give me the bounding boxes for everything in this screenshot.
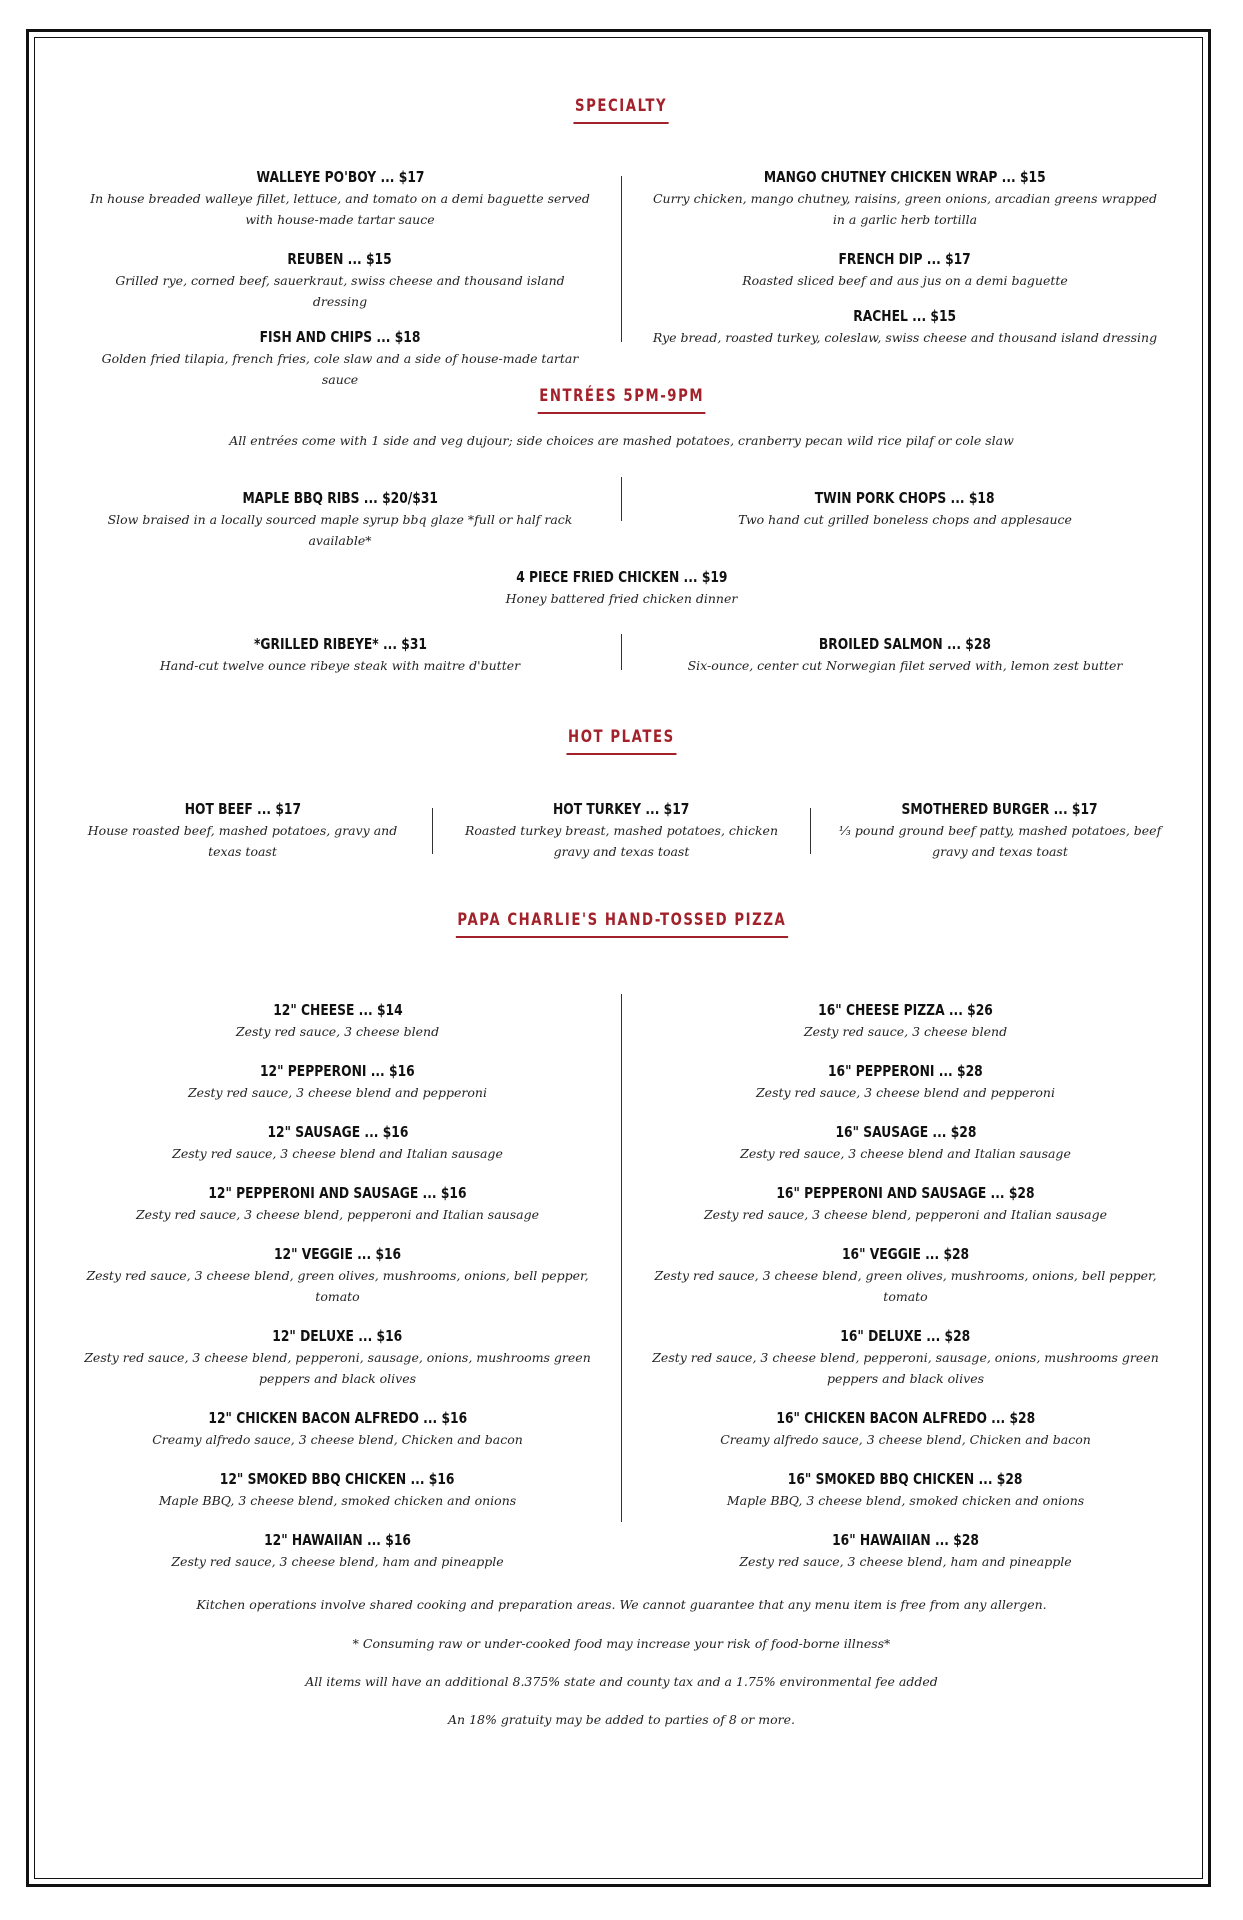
entree-ribs: [90, 487, 590, 569]
menu-item: [648, 1529, 1163, 1572]
menu-item: [80, 1407, 595, 1450]
menu-item: [645, 305, 1165, 348]
item-title: 16" HAWAIIAN ... $28: [832, 1531, 979, 1549]
item-title: HOT TURKEY ... $17: [553, 800, 690, 818]
menu-item: [648, 1407, 1163, 1450]
item-description: ⅓ pound ground beef patty, mashed potatoes, beef gravy and texas toast: [838, 823, 1162, 859]
item-title: 16" PEPPERONI ... $28: [828, 1062, 983, 1080]
menu-item: [80, 1182, 595, 1225]
item-description: Zesty red sauce, 3 cheese blend and Italian sausage: [172, 1146, 503, 1161]
item-description: Zesty red sauce, 3 cheese blend and pepperoni: [188, 1085, 487, 1100]
hot-plate-burger: [835, 798, 1165, 880]
menu-item: [90, 248, 590, 312]
specialty-right-column: [645, 166, 1165, 366]
item-title: 12" CHEESE ... $14: [272, 1001, 403, 1019]
menu-item: [459, 798, 784, 862]
item-title: 12" VEGGIE ... $16: [273, 1245, 402, 1263]
menu-item: [0, 566, 1243, 609]
item-title: 16" SMOKED BBQ CHICKEN ... $28: [788, 1470, 1023, 1488]
raw-food-notice: * Consuming raw or under-cooked food may increase your risk of food-borne illness*: [352, 1636, 891, 1651]
item-title: WALLEYE PO'BOY ... $17: [256, 168, 424, 186]
entree-chops: [645, 487, 1165, 548]
menu-item: [90, 326, 590, 390]
menu-item: [80, 1121, 595, 1164]
item-description: Slow braised in a locally sourced maple syrup bbq glaze *full or half rack available*: [107, 512, 573, 548]
item-description: Zesty red sauce, 3 cheese blend, pepperoni and Italian sausage: [136, 1207, 539, 1222]
item-title: 12" DELUXE ... $16: [272, 1327, 403, 1345]
item-description: Roasted turkey breast, mashed potatoes, chicken gravy and texas toast: [465, 823, 778, 859]
item-title: 16" SAUSAGE ... $28: [835, 1123, 976, 1141]
tax-notice: All items will have an additional 8.375% state and county tax and a 1.75% environmental fee added: [305, 1674, 938, 1689]
item-title: 12" CHICKEN BACON ALFREDO ... $16: [208, 1409, 467, 1427]
item-title: RACHEL ... $15: [853, 307, 957, 325]
item-description: Zesty red sauce, 3 cheese blend, pepperoni, sausage, onions, mushrooms green peppers and black olives: [84, 1350, 591, 1386]
pizza-12-column: [80, 999, 595, 1590]
menu-item: [648, 1325, 1163, 1389]
menu-item: [90, 487, 590, 551]
menu-item: [648, 1468, 1163, 1511]
item-description: Zesty red sauce, 3 cheese blend: [803, 1024, 1008, 1039]
item-description: Zesty red sauce, 3 cheese blend, green olives, mushrooms, onions, bell pepper, tomato: [86, 1268, 589, 1304]
item-title: FISH AND CHIPS ... $18: [259, 328, 421, 346]
menu-item: [80, 1529, 595, 1572]
item-description: Zesty red sauce, 3 cheese blend and pepperoni: [756, 1085, 1055, 1100]
menu-item: [80, 1060, 595, 1103]
section-heading-entrees: ENTRÉES 5PM-9PM: [0, 386, 1243, 414]
menu-item: [80, 1243, 595, 1307]
hot-plate-turkey: [459, 798, 784, 880]
column-divider: [621, 634, 622, 670]
item-title: 12" PEPPERONI ... $16: [260, 1062, 415, 1080]
menu-item: [645, 248, 1165, 291]
item-title: MAPLE BBQ RIBS ... $20/$31: [242, 489, 438, 507]
column-divider: [810, 808, 811, 854]
item-description: Maple BBQ, 3 cheese blend, smoked chicken and onions: [726, 1493, 1085, 1508]
item-title: 16" VEGGIE ... $28: [841, 1245, 970, 1263]
item-description: Curry chicken, mango chutney, raisins, green onions, arcadian greens wrapped in a garlic herb tortilla: [652, 191, 1158, 227]
menu-item: [648, 999, 1163, 1042]
item-description: Zesty red sauce, 3 cheese blend, pepperoni, sausage, onions, mushrooms green peppers and black olives: [652, 1350, 1159, 1386]
item-title: FRENCH DIP ... $17: [838, 250, 972, 268]
item-description: Maple BBQ, 3 cheese blend, smoked chicken and onions: [158, 1493, 517, 1508]
item-description: Zesty red sauce, 3 cheese blend, pepperoni and Italian sausage: [704, 1207, 1107, 1222]
section-heading-pizza: PAPA CHARLIE'S HAND-TOSSED PIZZA: [0, 910, 1243, 938]
item-title: 4 PIECE FRIED CHICKEN ... $19: [515, 568, 728, 586]
item-description: Zesty red sauce, 3 cheese blend, green olives, mushrooms, onions, bell pepper, tomato: [654, 1268, 1157, 1304]
item-title: 12" SMOKED BBQ CHICKEN ... $16: [220, 1470, 455, 1488]
item-title: HOT BEEF ... $17: [184, 800, 301, 818]
section-heading-specialty: SPECIALTY: [0, 96, 1243, 124]
item-title: TWIN PORK CHOPS ... $18: [815, 489, 995, 507]
item-description: In house breaded walleye fillet, lettuce, and tomato on a demi baguette served with house-made tartar sauce: [90, 191, 590, 227]
gratuity-notice: An 18% gratuity may be added to parties of 8 or more.: [448, 1712, 795, 1727]
column-divider: [621, 176, 622, 342]
specialty-left-column: [90, 166, 590, 408]
menu-item: [645, 633, 1165, 676]
item-description: Creamy alfredo sauce, 3 cheese blend, Chicken and bacon: [152, 1432, 523, 1447]
item-title: BROILED SALMON ... $28: [818, 635, 992, 653]
item-title: SMOTHERED BURGER ... $17: [901, 800, 1099, 818]
item-description: Golden fried tilapia, french fries, cole slaw and a side of house-made tartar sauce: [101, 351, 579, 387]
item-description: Honey battered fried chicken dinner: [505, 591, 738, 606]
menu-item: [80, 798, 405, 862]
entrees-note: All entrées come with 1 side and veg dujour; side choices are mashed potatoes, cranberry pecan wild rice pilaf or cole slaw: [229, 433, 1014, 448]
column-divider: [621, 477, 622, 521]
section-heading-hot-plates: HOT PLATES: [0, 727, 1243, 755]
item-title: MANGO CHUTNEY CHICKEN WRAP ... $15: [764, 168, 1046, 186]
item-description: Zesty red sauce, 3 cheese blend, ham and pineapple: [171, 1554, 504, 1569]
menu-item: [90, 166, 590, 230]
menu-item: [80, 1325, 595, 1389]
menu-item: [645, 166, 1165, 230]
item-description: Grilled rye, corned beef, sauerkraut, swiss cheese and thousand island dressing: [115, 273, 565, 309]
item-title: *GRILLED RIBEYE* ... $31: [253, 635, 427, 653]
menu-item: [648, 1060, 1163, 1103]
item-description: Zesty red sauce, 3 cheese blend and Italian sausage: [740, 1146, 1071, 1161]
menu-item: [835, 798, 1165, 862]
item-description: Zesty red sauce, 3 cheese blend: [235, 1024, 440, 1039]
column-divider: [432, 808, 433, 854]
item-title: 12" HAWAIIAN ... $16: [264, 1531, 411, 1549]
entree-salmon: [645, 633, 1165, 694]
item-description: Rye bread, roasted turkey, coleslaw, swiss cheese and thousand island dressing: [652, 330, 1158, 345]
menu-item: [645, 487, 1165, 530]
menu-item: [80, 1468, 595, 1511]
entree-fried-chicken: [0, 566, 1243, 627]
item-description: Two hand cut grilled boneless chops and applesauce: [738, 512, 1072, 527]
item-title: 12" SAUSAGE ... $16: [267, 1123, 408, 1141]
item-title: 16" DELUXE ... $28: [840, 1327, 971, 1345]
pizza-16-column: [648, 999, 1163, 1590]
item-title: 16" CHICKEN BACON ALFREDO ... $28: [776, 1409, 1035, 1427]
menu-item: [648, 1243, 1163, 1307]
item-title: 12" PEPPERONI AND SAUSAGE ... $16: [208, 1184, 467, 1202]
item-title: 16" CHEESE PIZZA ... $26: [818, 1001, 993, 1019]
item-description: House roasted beef, mashed potatoes, gravy and texas toast: [87, 823, 398, 859]
menu-item: [648, 1121, 1163, 1164]
hot-plate-beef: [80, 798, 405, 880]
menu-item: [648, 1182, 1163, 1225]
item-description: Six-ounce, center cut Norwegian filet served with, lemon zest butter: [687, 658, 1123, 673]
item-description: Zesty red sauce, 3 cheese blend, ham and pineapple: [739, 1554, 1072, 1569]
column-divider: [621, 994, 622, 1522]
allergen-notice: Kitchen operations involve shared cooking and preparation areas. We cannot guarantee that any menu item is free from any allergen.: [196, 1597, 1047, 1612]
item-description: Creamy alfredo sauce, 3 cheese blend, Chicken and bacon: [720, 1432, 1091, 1447]
item-title: REUBEN ... $15: [287, 250, 393, 268]
menu-item: [90, 633, 590, 676]
item-description: Roasted sliced beef and aus jus on a demi baguette: [742, 273, 1068, 288]
menu-item: [80, 999, 595, 1042]
entree-ribeye: [90, 633, 590, 694]
item-title: 16" PEPPERONI AND SAUSAGE ... $28: [776, 1184, 1035, 1202]
item-description: Hand-cut twelve ounce ribeye steak with maitre d'butter: [159, 658, 521, 673]
